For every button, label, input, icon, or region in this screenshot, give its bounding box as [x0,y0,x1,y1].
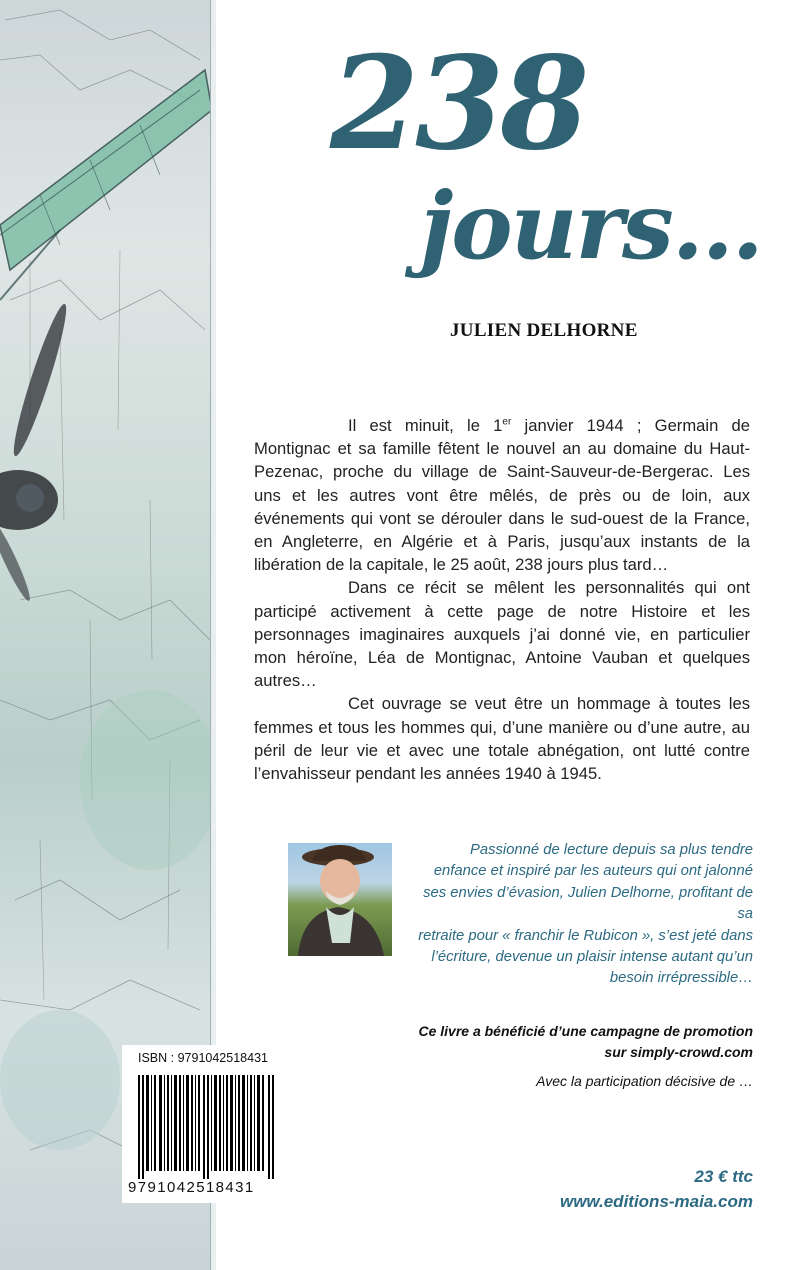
barcode-icon [138,1075,278,1179]
book-title-number: 238 [330,29,586,179]
author-photo [288,843,392,956]
book-title-word: jours… [420,172,762,280]
isbn-digits: 9791042518431 [128,1179,255,1196]
price: 23 € ttc [694,1167,753,1186]
promotion-note: Ce livre a bénéficié d’une campagne de promotion sur simply-crowd.com [418,1023,753,1060]
author-name: JULIEN DELHORNE [450,320,638,341]
author-portrait-icon [288,843,392,956]
author-bio: Passionné de lecture depuis sa plus tendre enfance et inspiré par les auteurs qui ont jalonné ses envies d’évasion, Julien Delhorne, profitant de sa retraite pour « franchir le Rubicon », s’est jeté dans l’écriture, devenue un plaisir intense autant qu’un besoin irrépressible… [418,842,753,987]
blurb-paragraph-3: Cet ouvrage se veut être un hommage à toutes les femmes et tous les hommes qui, d’une manière ou d’une autre, au péril de leur vie et avec une totale abnégation, ont lutté contre l’envahisseur pendant les années 1940 à 1945. [254,694,750,784]
publisher-website: www.editions-maia.com [559,1192,753,1211]
blurb-paragraph-2: Dans ce récit se mêlent les personnalités qui ont participé activement à cette page de notre Histoire et les personnages imaginaires auxquels j’ai donné vie, en particulier mon héroïne, Léa de Montignac, Antoine Vauban et quelques autres… [254,578,750,691]
blurb-paragraph-1: Il est minuit, le 1er janvier 1944 ; Germain de Montignac et sa famille fêtent le nouvel an au domaine du Haut-Pezenac, proche du village de Saint-Sauveur-de-Bergerac. Les uns et les autres vont être mêlés, de près ou de loin, aux événements qui vont se dérouler dans le sud-ouest de la France, en Angleterre, en Algérie et à Paris, jusqu’aux instants de la libération de la capitale, le 25 août, 238 jours plus tard… [254,416,750,575]
isbn-label: ISBN : 9791042518431 [138,1051,268,1065]
price-and-website [560,1164,753,1214]
isbn-barcode [122,1045,292,1203]
back-cover-blurb [254,414,750,785]
participation-note: Avec la participation décisive de … [536,1073,753,1089]
